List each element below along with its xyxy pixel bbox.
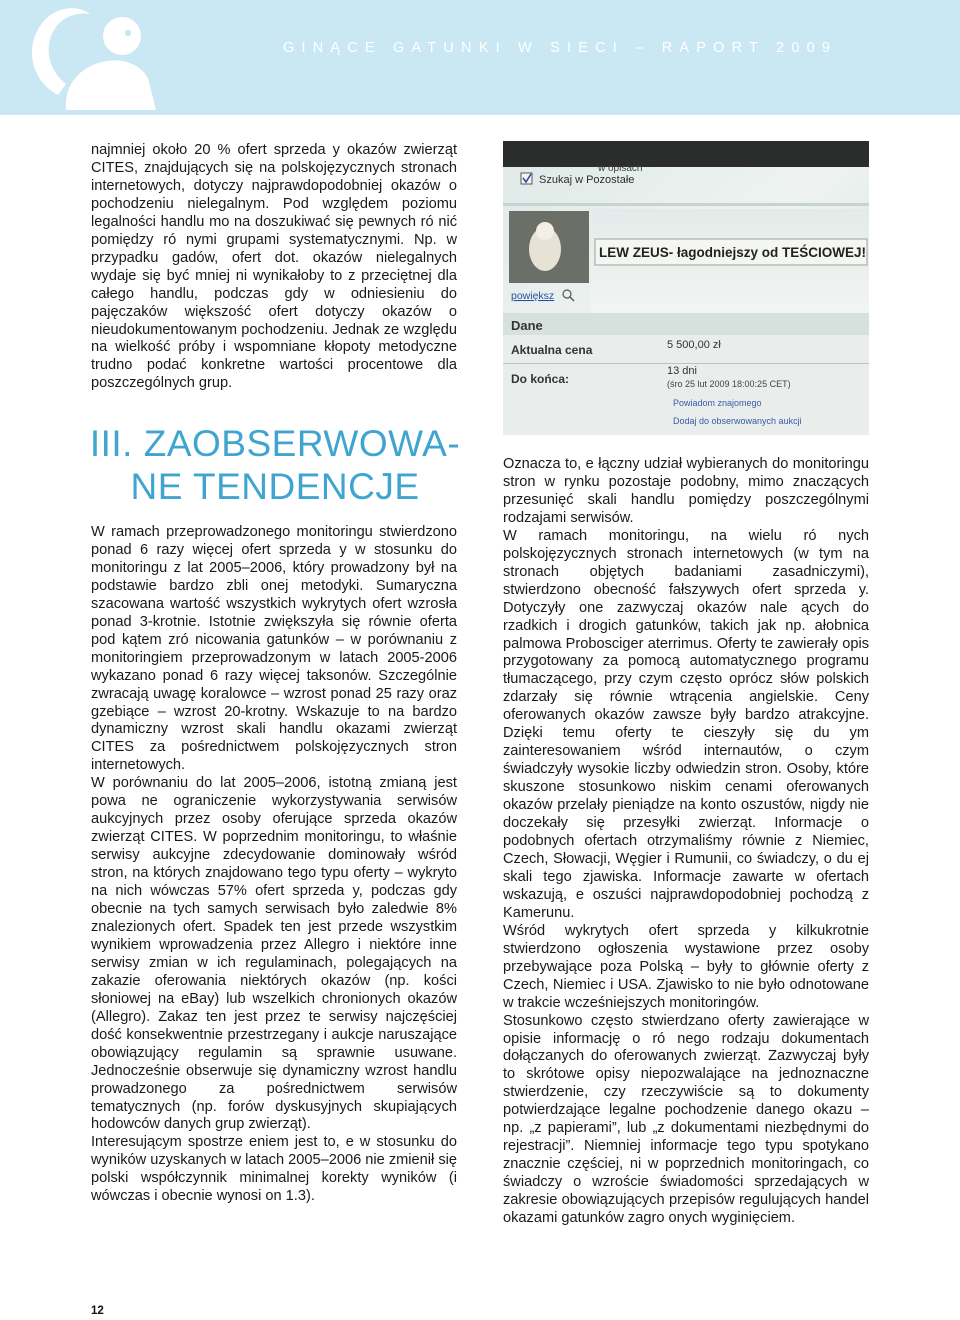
photo-search-label: Szukaj w Pozostałe — [539, 174, 635, 186]
auction-screen-photo — [503, 141, 869, 435]
paragraph: Interesującym spostrze eniem jest to, e w stosunku do wyników uzyskanych w latach 2005–2006 nie zmienił się polski współczynnik minimalnej korekty wyników (i wówczas i obecnie wynosi on 1.3). — [91, 1134, 457, 1205]
header-title: GINĄCE GATUNKI W SIECI – RAPORT 2009 — [283, 40, 838, 56]
page-header — [0, 0, 960, 115]
photo-zoom-link: powiększ — [511, 290, 555, 302]
photo-listing-title: LEW ZEUS- łagodniejszy od TEŚCIOWEJ! — [599, 245, 867, 260]
left-column-bottom — [91, 524, 457, 1206]
monkey-logo-icon — [18, 0, 168, 110]
paragraph: Oznacza to, e łączny udział wybieranych do monitoringu stron w rynku pozostaje podobny, mimo znaczących przesunięć skali handlu pomiędzy poszczególnymi rodzajami serwisów. — [503, 456, 869, 526]
paragraph: W ramach monitoringu, na wielu ró nych polskojęzycznych stronach internetowych (w tym na stronach objętych badaniami zasadniczymi), stwierdzono obecność fałszywych ofert sprzeda y. Dotyczyły one zazwyczaj okazów nale ących do rzadkich i drogich gatunków, takich jak np. ałobnica palmowa Probosciger aterrimus. Oferty te zawierały opis przygotowany za pomocą automatycznego programu tłumaczącego, przy czym często oprócz słów polskich zdarzały się równie wtrącenia angielskie. Ceny oferowanych okazów zawsze były bardzo atrakcyjne. Dzięki temu oferty te cieszyły się du ym zainteresowaniem wśród internautów, o czym świadczyły wysokie liczby odwiedzin stron. Osoby, które skuszone stosunkowo niskim cenami oferowanych okazów przelały pieniądze na konto oszustów, nigdy nie doczekały się przesyłki zwierząt. Informacje o podobnych ofertach otrzymaliśmy równie z Niemiec, Czech, Słowacji, Węgier i Rumunii, co świadczy, o du ej skali tego zjawiska. Informacje zawarte w ofertach wskazują, e oszuści najprawdopodobniej pochodzą z Kamerunu. — [503, 527, 869, 921]
photo-price-label: Aktualna cena — [511, 343, 593, 357]
section-heading — [70, 422, 480, 508]
section-heading-line-1: III. ZAOBSERWOWA- — [89, 423, 461, 464]
photo-end-value: 13 dni — [667, 365, 697, 377]
right-column — [503, 456, 869, 1228]
paragraph: W porównaniu do lat 2005–2006, istotną zmianą jest powa ne ograniczenie wykorzystywania serwisów aukcyjnych przez osoby oferujące sprzeda okazów zwierząt CITES. W poprzednim monitoringu, to właśnie serwisy aukcyjne zdecydowanie dominowały wśród stron, na których znajdowano tego typu oferty – wykryto na nich wówczas 57% ofert sprzeda y, podczas gdy obecnie na tych samych serwisach było zaledwie 8% znalezionych ofert. Spadek ten jest przede wszystkim wynikiem wprowadzenia przez Allegro i niektóre inne serwisy zmian w ich regulaminach, polegających na zakazie oferowania niektórych okazów (np. kości słoniowej na eBay) lub wszelkich chronionych okazów (Allegro). Zakaz ten jest przez te serwisy najczęściej dość konsekwentnie przestrzegany i aukcje naruszające obowiązujący regulamin są sprawnie usuwane. Jednocześnie obserwuje się dynamiczny wzrost handlu prowadzonego za pośrednictwem serwisów tematycznych (np. forów dyskusyjnych skupiających hodowców danych grup zwierząt). — [91, 775, 457, 1133]
paragraph: W ramach przeprowadzonego monitoringu stwierdzono ponad 6 razy więcej ofert sprzeda y w stosunku do monitoringu z lat 2005–2006, który prowadzony był na podstawie bardzo zbli onej metodyki. Sumaryczna szacowana wartość wszystkich wykrytych ofert wzrosła ponad 3-krotnie. Istotnie zwiększyła się równie oferta pod kątem zró nicowania gatunków – w porównaniu z monitoringiem przeprowadzonym w latach 2005-2006 wykazano ponad 6 razy więcej taksonów. Szczególnie zwracają uwagę koralowce – wzrost ponad 25 razy oraz gzebiące – wzrost 20-krotny. Wskazuje to na bardzo dynamiczny wzrost skali handlu okazami zwierząt CITES za pośrednictwem polskojęzycznych stron internetowych. — [91, 524, 457, 774]
page-number: 12 — [91, 1305, 104, 1317]
photo-end-date: (śro 25 lut 2009 18:00:25 CET) — [667, 379, 791, 389]
photo-section-label: Dane — [511, 318, 543, 333]
photo-partial-text: w opisach — [598, 163, 643, 174]
photo-watch-link: Dodaj do obserwowanych aukcji — [673, 416, 802, 426]
section-heading-line-2: NE TENDENCJE — [130, 466, 420, 507]
paragraph: Stosunkowo często stwierdzano oferty zawierające w opisie informację o ró nego rodzaju dokumentach dołączanych do oferowanych zwierząt. Zazwyczaj były to skrótowe opisy niepozwalające na jednoznaczne stwierdzenie, czy rzeczywiście są to dokumenty potwierdzające legalne pochodzenie danego okazu – np. „z papierami”, lub „z dokumentami niezbędnymi do rejestracji”. Niemniej informacje tego typu spotykano znacznie częściej, ni w poprzednich monitoringach, co świadczy o wzroście świadomości sprzedających w zakresie obowiązujących przepisów regulujących handel okazami gatunków zagro onych wyginięciem. — [503, 1012, 869, 1227]
photo-notify-link: Powiadom znajomego — [673, 398, 762, 408]
photo-end-label: Do końca: — [511, 372, 570, 386]
left-column-top — [91, 142, 457, 393]
photo-price-value: 5 500,00 zł — [667, 339, 721, 351]
paragraph: najmniej około 20 % ofert sprzeda y okazów zwierząt CITES, znajdujących się na polskojęzycznych stronach internetowych, dotyczy najprawdopodobniej okazów o pochodzeniu nielegalnym. Pod względem poziomu legalności handlu mo na doszukiwać się pewnych ró nić pomiędzy ró nymi grupami systematycznymi. Np. w przypadku gadów, ofert dot. okazów nielegalnych wydaje się być mniej ni wynikałoby to z przeciętnej dla całego handlu, podczas gdy w odniesieniu do pajęczaków większość ofert dotyczy okazów o nieudokumentowanym pochodzeniu. Jednak ze względu na wielkość próby i wspomniane kłopoty metodyczne trudno podać konkretne wartości procentowe dla poszczególnych grup. — [91, 142, 457, 392]
paragraph: Wśród wykrytych ofert sprzeda y kilkukrotnie stwierdzono ogłoszenia wystawione przez osoby przebywające poza Polską – były to głównie oferty z Czech, Niemiec i USA. Zjawisko to nie było odnotowane w trakcie wcześniejszych monitoringów. — [503, 922, 869, 1011]
